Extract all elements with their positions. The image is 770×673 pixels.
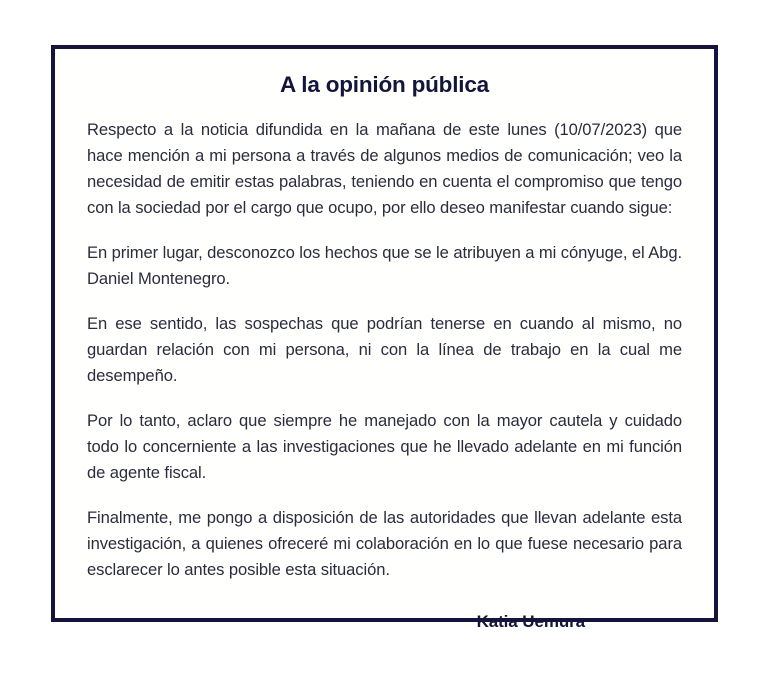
statement-paragraph: Finalmente, me pongo a disposición de las autoridades que llevan adelante esta investigación, a quienes ofreceré mi colaboración en lo que fuese necesario para esclarecer lo antes posible esta situación. xyxy=(87,508,682,579)
signature-row xyxy=(87,611,682,633)
statement-paragraph: Por lo tanto, aclaro que siempre he manejado con la mayor cautela y cuidado todo lo concerniente a las investigaciones que he llevado adelante en mi función de agente fiscal. xyxy=(87,411,682,482)
statement-paragraph: En ese sentido, las sospechas que podrían tenerse en cuando al mismo, no guardan relación con mi persona, ni con la línea de trabajo en la cual me desempeño. xyxy=(87,314,682,385)
statement-body xyxy=(87,117,682,583)
page-title: A la opinión pública xyxy=(280,72,489,97)
signature-name: Katia Uemura xyxy=(476,612,585,631)
public-statement-card xyxy=(51,45,718,631)
statement-paragraph: En primer lugar, desconozco los hechos que se le atribuyen a mi cónyuge, el Abg. Daniel Montenegro. xyxy=(87,243,682,288)
statement-paragraph: Respecto a la noticia difundida en la mañana de este lunes (10/07/2023) que hace mención a mi persona a través de algunos medios de comunicación; veo la necesidad de emitir estas palabras, teniendo en cuenta el compromiso que tengo con la sociedad por el cargo que ocupo, por ello deseo manifestar cuando sigue: xyxy=(87,120,682,217)
